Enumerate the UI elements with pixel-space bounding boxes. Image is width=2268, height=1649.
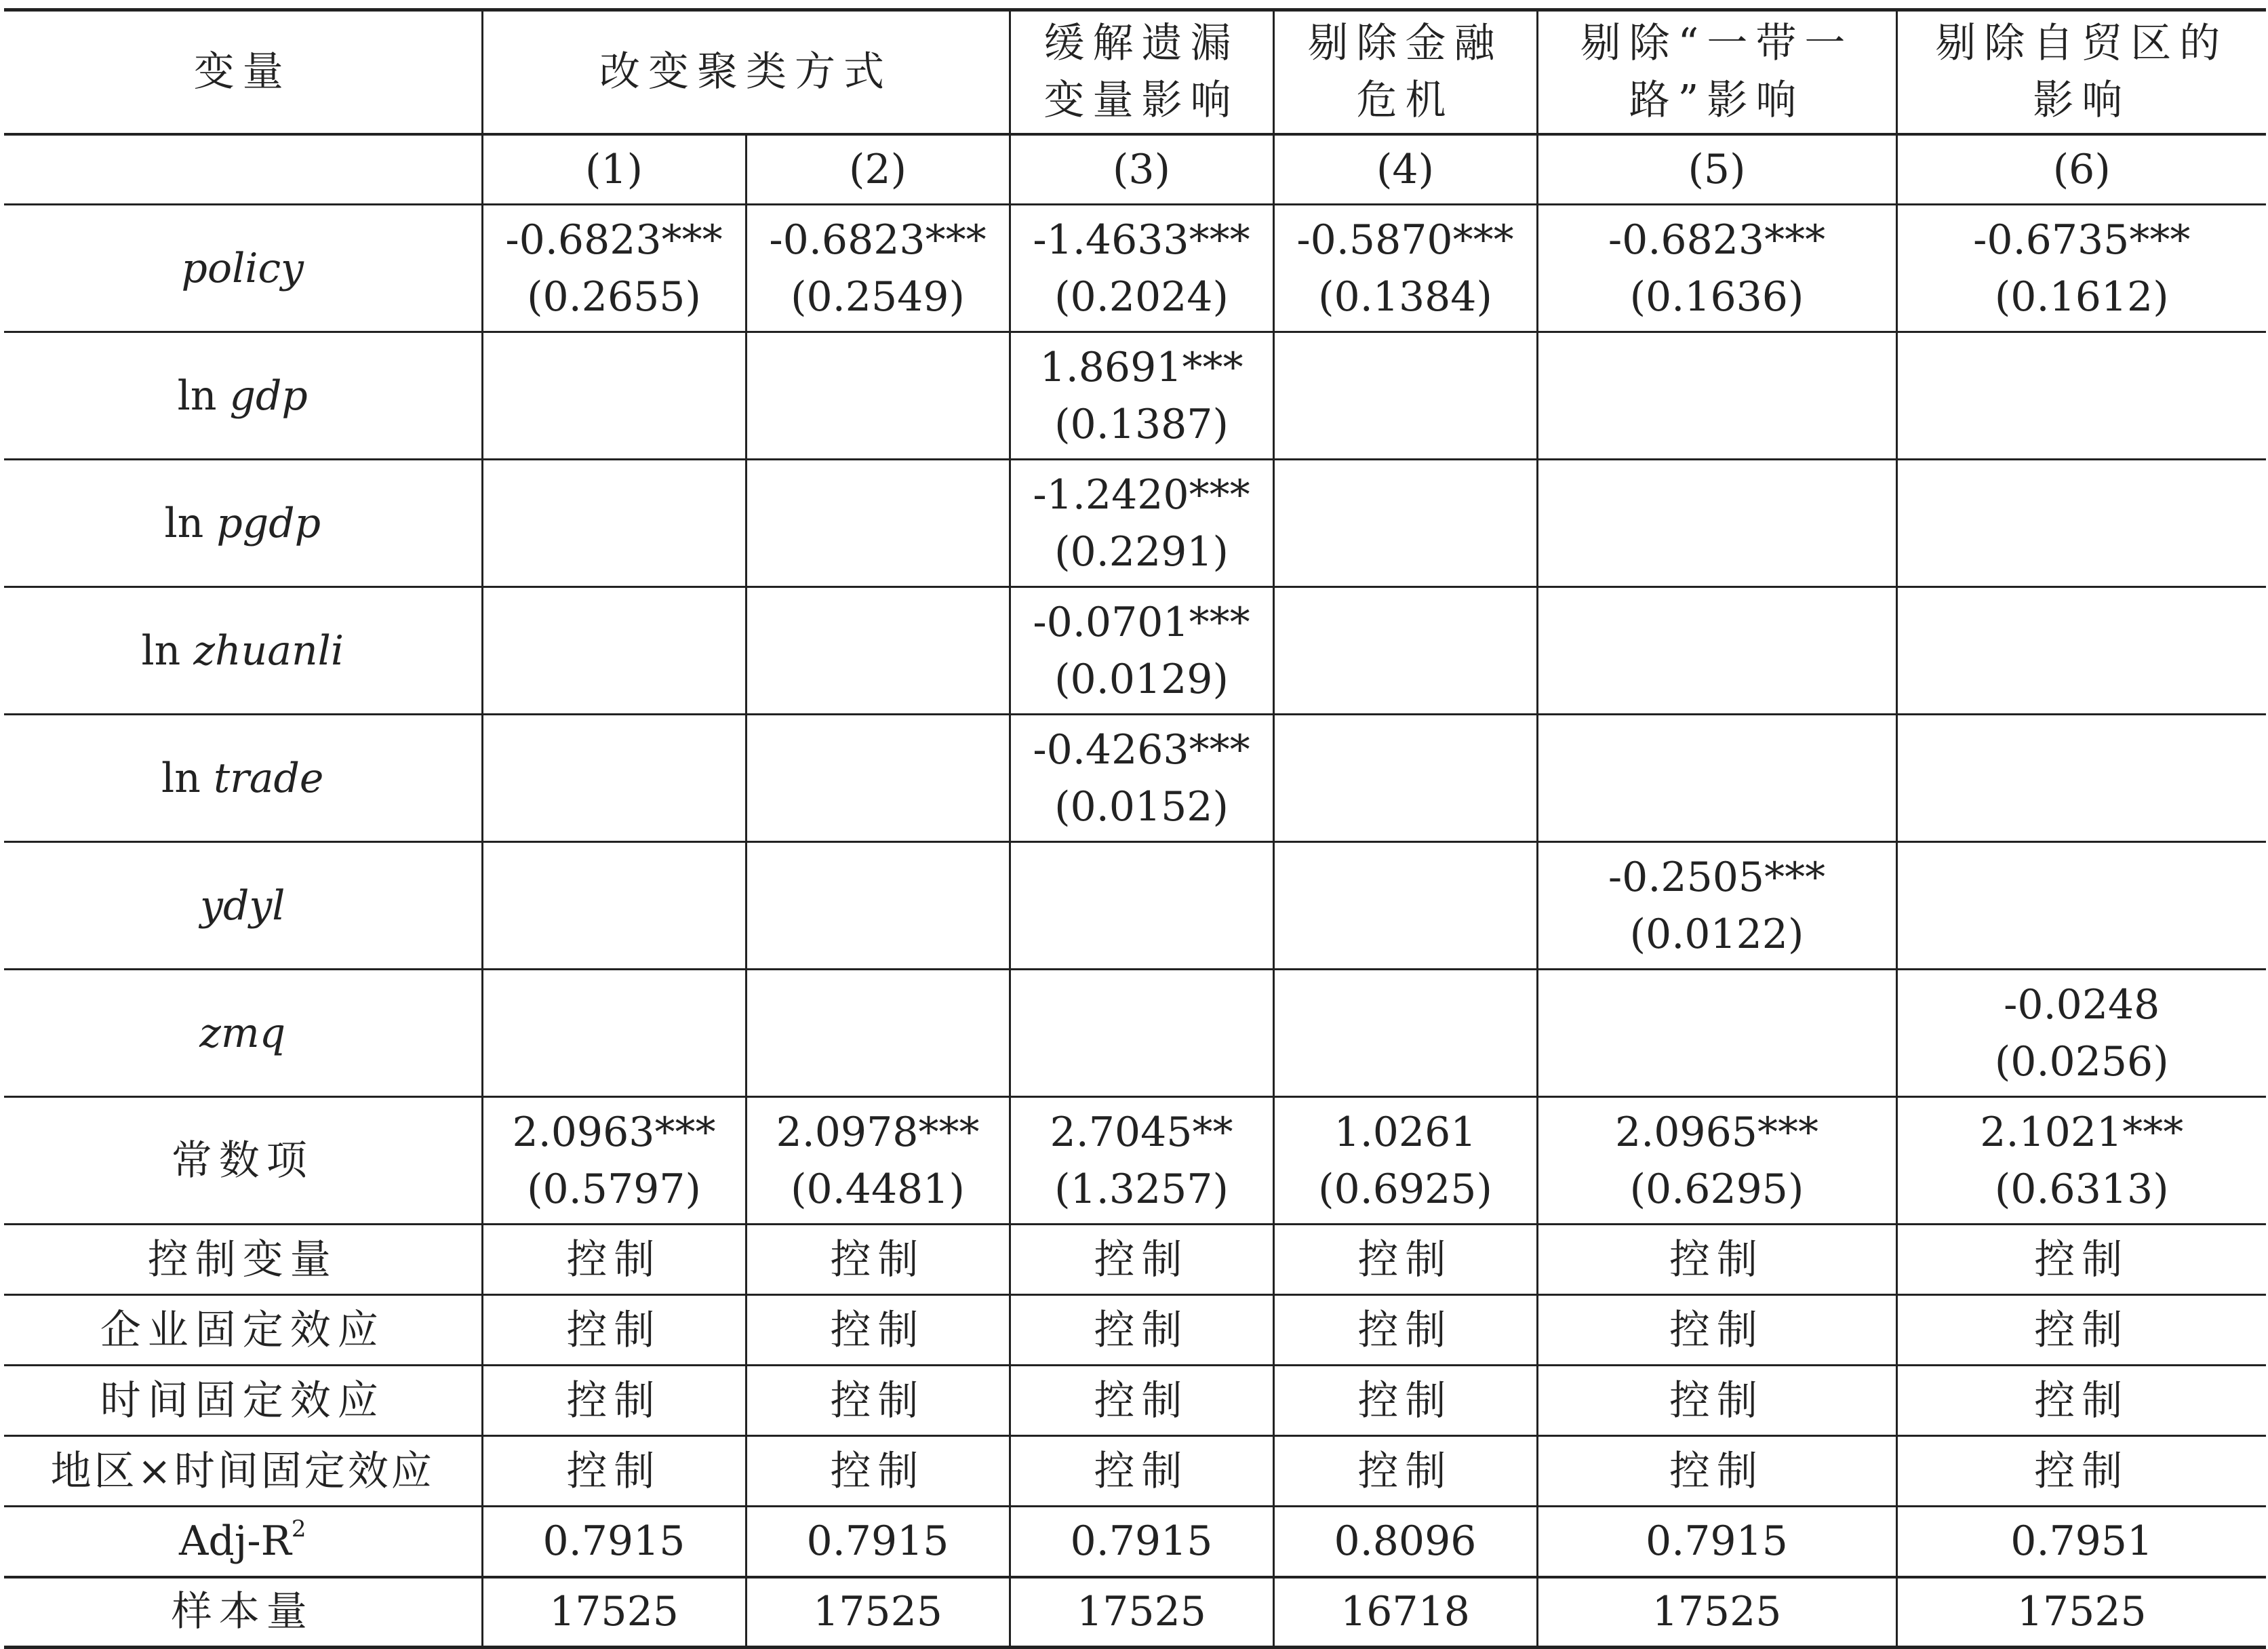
- col-number: (6): [1896, 134, 2266, 205]
- row-label: [4, 970, 482, 1097]
- coefficient-value: -0.6823***: [505, 216, 723, 264]
- control-cell: 控制: [1273, 1225, 1537, 1295]
- col-number: (4): [1273, 134, 1537, 205]
- row-label-variable: gdp: [229, 372, 308, 420]
- stat-value: 17525: [482, 1577, 746, 1648]
- stat-value: 0.7915: [1537, 1507, 1896, 1577]
- row-label-prefix: ln: [177, 372, 230, 420]
- standard-error: (0.0256): [1994, 1037, 2169, 1086]
- row-label-variable: pgdp: [216, 499, 321, 547]
- standard-error: (0.6313): [1994, 1165, 2169, 1213]
- standard-error: (1.3257): [1054, 1165, 1229, 1213]
- control-row: [4, 1366, 2266, 1436]
- coefficient-value: 2.1021***: [1980, 1108, 2184, 1156]
- standard-error: (0.1387): [1054, 400, 1229, 448]
- control-cell: 控制: [482, 1366, 746, 1436]
- coef-cell: [1896, 587, 2266, 715]
- standard-error: (0.2291): [1054, 528, 1229, 576]
- coef-row: [4, 970, 2266, 1097]
- coef-row: [4, 332, 2266, 460]
- coefficient-value: -1.4633***: [1033, 216, 1250, 264]
- header-group-cluster: 改变聚类方式: [482, 10, 1010, 134]
- control-row-label: 时间固定效应: [4, 1366, 482, 1436]
- coefficient-value: -0.6735***: [1973, 216, 2191, 264]
- coef-cell: [1273, 460, 1537, 587]
- coef-cell: [1537, 587, 1896, 715]
- coef-cell: [1010, 460, 1273, 587]
- standard-error: (0.1384): [1318, 273, 1492, 321]
- coef-row: [4, 1097, 2266, 1225]
- row-label-variable: 常数项: [171, 1136, 314, 1185]
- standard-error: (0.6295): [1629, 1165, 1804, 1213]
- coef-cell: [1010, 842, 1273, 970]
- coefficient-value: 2.0965***: [1615, 1108, 1818, 1156]
- control-cell: 控制: [1537, 1366, 1896, 1436]
- stat-value: 0.7915: [1010, 1507, 1273, 1577]
- statistics-rows: [4, 1507, 2266, 1648]
- standard-error: (0.4481): [791, 1165, 965, 1213]
- row-label-prefix: ln: [161, 754, 214, 802]
- coef-cell: [1010, 715, 1273, 842]
- row-label: [4, 205, 482, 332]
- coef-cell: [1010, 205, 1273, 332]
- coef-cell: [746, 1097, 1010, 1225]
- row-label: [4, 842, 482, 970]
- row-label-prefix: ln: [164, 499, 217, 547]
- stat-value: 17525: [1896, 1577, 2266, 1648]
- coef-cell: [482, 332, 746, 460]
- coef-cell: [1896, 1097, 2266, 1225]
- row-label-variable: trade: [213, 754, 324, 802]
- coef-cell: [1896, 715, 2266, 842]
- coef-cell: [1896, 205, 2266, 332]
- coefficient-value: -0.6823***: [769, 216, 987, 264]
- standard-error: (0.1612): [1994, 273, 2169, 321]
- coefficient-value: 2.0978***: [776, 1108, 980, 1156]
- header-group-omitted-vars: 缓解遗漏 变量影响: [1010, 10, 1273, 134]
- coef-row: [4, 842, 2266, 970]
- coef-cell: [482, 460, 746, 587]
- coef-cell: [1537, 205, 1896, 332]
- header-variable: 变量: [4, 10, 482, 134]
- control-row: [4, 1225, 2266, 1295]
- coef-cell: [482, 970, 746, 1097]
- coef-cell: [1273, 970, 1537, 1097]
- header-row: [4, 10, 2266, 134]
- coef-cell: [1010, 970, 1273, 1097]
- coef-cell: [746, 715, 1010, 842]
- coefficient-value: -0.6823***: [1608, 216, 1826, 264]
- coef-cell: [746, 460, 1010, 587]
- coefficient-value: 1.0261: [1334, 1108, 1477, 1156]
- coef-cell: [1537, 460, 1896, 587]
- coef-cell: [1537, 715, 1896, 842]
- coef-cell: [1010, 587, 1273, 715]
- coef-cell: [746, 842, 1010, 970]
- coef-cell: [1537, 1097, 1896, 1225]
- control-cell: 控制: [746, 1366, 1010, 1436]
- standard-error: (0.2655): [527, 273, 701, 321]
- col-number: (1): [482, 134, 746, 205]
- control-cell: 控制: [1896, 1295, 2266, 1366]
- control-cell: 控制: [482, 1436, 746, 1507]
- coef-row: [4, 715, 2266, 842]
- coef-row: [4, 460, 2266, 587]
- coef-cell: [1896, 332, 2266, 460]
- sample-size-row: [4, 1577, 2266, 1648]
- row-label-variable: zmq: [199, 1009, 286, 1057]
- control-cell: 控制: [746, 1295, 1010, 1366]
- control-cell: 控制: [482, 1225, 746, 1295]
- row-label: [4, 715, 482, 842]
- row-label-adj-r2: Adj-$R^2$: [4, 1507, 482, 1577]
- stat-value: 0.7915: [746, 1507, 1010, 1577]
- coefficient-rows: [4, 205, 2266, 1225]
- standard-error: (0.2024): [1054, 273, 1229, 321]
- control-cell: 控制: [1273, 1366, 1537, 1436]
- row-label: [4, 1097, 482, 1225]
- standard-error: (0.0152): [1054, 782, 1229, 831]
- row-label-sample-size: 样本量: [4, 1577, 482, 1648]
- coefficient-value: -0.4263***: [1033, 726, 1250, 774]
- stat-value: 0.7915: [482, 1507, 746, 1577]
- row-label-prefix: ln: [141, 627, 194, 675]
- coef-cell: [746, 970, 1010, 1097]
- control-cell: 控制: [1537, 1225, 1896, 1295]
- stat-value: 17525: [1537, 1577, 1896, 1648]
- coefficient-value: -0.0701***: [1033, 598, 1250, 646]
- coef-cell: [746, 205, 1010, 332]
- standard-error: (0.0129): [1054, 655, 1229, 703]
- standard-error: (0.5797): [527, 1165, 701, 1213]
- row-label: [4, 460, 482, 587]
- coef-cell: [1273, 842, 1537, 970]
- regression-table: [4, 8, 2266, 1649]
- header-group-financial-crisis: 剔除金融 危机: [1273, 10, 1537, 134]
- control-row-label: 控制变量: [4, 1225, 482, 1295]
- row-label-variable: ydyl: [200, 881, 285, 930]
- coef-cell: [746, 332, 1010, 460]
- stat-value: 0.8096: [1273, 1507, 1537, 1577]
- standard-error: (0.6925): [1318, 1165, 1492, 1213]
- coef-cell: [482, 1097, 746, 1225]
- coef-cell: [482, 842, 746, 970]
- control-cell: 控制: [1537, 1295, 1896, 1366]
- coef-cell: [482, 205, 746, 332]
- coefficient-value: -0.0248: [2004, 980, 2160, 1029]
- control-cell: 控制: [482, 1295, 746, 1366]
- coefficient-value: -1.2420***: [1033, 471, 1250, 519]
- row-label: [4, 587, 482, 715]
- col-number: (3): [1010, 134, 1273, 205]
- control-cell: 控制: [746, 1436, 1010, 1507]
- control-cell: 控制: [1537, 1436, 1896, 1507]
- header-group-belt-road: 剔除“一带一 路”影响: [1537, 10, 1896, 134]
- standard-error: (0.1636): [1629, 273, 1804, 321]
- control-cell: 控制: [1010, 1295, 1273, 1366]
- standard-error: (0.2549): [791, 273, 965, 321]
- control-cell: 控制: [1273, 1295, 1537, 1366]
- control-cell: 控制: [1010, 1436, 1273, 1507]
- coef-cell: [1537, 842, 1896, 970]
- coef-cell: [1537, 332, 1896, 460]
- header-group-ftz: 剔除自贸区的 影响: [1896, 10, 2266, 134]
- coef-cell: [1273, 587, 1537, 715]
- coef-cell: [1896, 970, 2266, 1097]
- stat-value: 0.7951: [1896, 1507, 2266, 1577]
- coefficient-value: 2.0963***: [512, 1108, 716, 1156]
- coefficient-value: -0.2505***: [1608, 853, 1826, 901]
- coef-cell: [1273, 205, 1537, 332]
- control-cell: 控制: [1896, 1366, 2266, 1436]
- coef-row: [4, 205, 2266, 332]
- empty-cell: [4, 134, 482, 205]
- standard-error: (0.0122): [1629, 910, 1804, 958]
- coef-cell: [1537, 970, 1896, 1097]
- stat-value: 17525: [746, 1577, 1010, 1648]
- row-label-variable: policy: [181, 244, 304, 292]
- control-cell: 控制: [1896, 1436, 2266, 1507]
- row-label: [4, 332, 482, 460]
- control-cell: 控制: [1896, 1225, 2266, 1295]
- control-cell: 控制: [1010, 1225, 1273, 1295]
- coef-cell: [1273, 1097, 1537, 1225]
- coef-cell: [1273, 715, 1537, 842]
- coefficient-value: -0.5870***: [1296, 216, 1514, 264]
- coef-cell: [1273, 332, 1537, 460]
- coef-cell: [482, 715, 746, 842]
- col-number: (5): [1537, 134, 1896, 205]
- coef-cell: [1010, 1097, 1273, 1225]
- control-row: [4, 1295, 2266, 1366]
- stat-value: 16718: [1273, 1577, 1537, 1648]
- column-number-row: [4, 134, 2266, 205]
- control-row-label: 企业固定效应: [4, 1295, 482, 1366]
- control-cell: 控制: [1010, 1366, 1273, 1436]
- row-label-variable: zhuanli: [193, 627, 344, 675]
- control-cell: 控制: [746, 1225, 1010, 1295]
- coef-cell: [482, 587, 746, 715]
- coefficient-value: 2.7045**: [1050, 1108, 1233, 1156]
- control-rows: [4, 1225, 2266, 1507]
- control-row: [4, 1436, 2266, 1507]
- coef-cell: [1896, 842, 2266, 970]
- coefficient-value: 1.8691***: [1039, 343, 1244, 391]
- stat-value: 17525: [1010, 1577, 1273, 1648]
- coef-row: [4, 587, 2266, 715]
- coef-cell: [1896, 460, 2266, 587]
- coef-cell: [746, 587, 1010, 715]
- control-row-label: 地区×时间固定效应: [4, 1436, 482, 1507]
- col-number: (2): [746, 134, 1010, 205]
- coef-cell: [1010, 332, 1273, 460]
- adj-r2-row: [4, 1507, 2266, 1577]
- control-cell: 控制: [1273, 1436, 1537, 1507]
